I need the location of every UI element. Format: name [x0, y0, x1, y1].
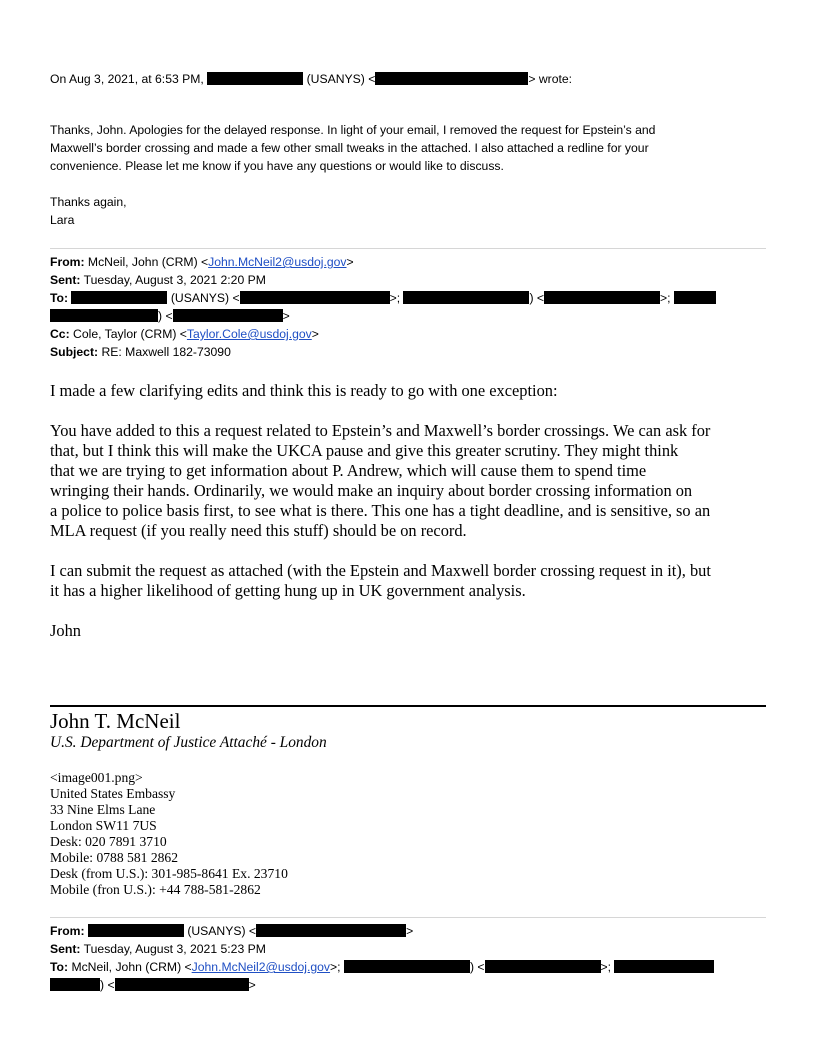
header-to: To: (USANYS) < >; ) < >; [50, 291, 716, 305]
message-paragraph: I made a few clarifying edits and think this is ready to go with one exception: [50, 381, 558, 400]
header-from: From: (USANYS) < > [50, 924, 414, 938]
divider [50, 917, 766, 918]
redaction-bar [256, 924, 406, 937]
message-paragraph: You have added to this a request related to Epstein’s and Maxwell’s border crossings. We can ask for that, but I think this will make the UKCA pause and give this greater scrutiny. They might think that we are trying to get information about P. Andrew, which will cause them to spend time wringing their hands. Ordinarily, we would make an inquiry about border crossing information on a police to police basis first, to see what is there. This one has a tight deadline, and is sensitive, so an MLA request (if you really need this stuff) should be on record. [50, 421, 711, 540]
header-to: To: McNeil, John (CRM) <John.McNeil2@usdoj.gov>; ) < >; [50, 960, 714, 974]
header-to-continued: ) < > [50, 978, 256, 992]
redaction-bar [240, 291, 390, 304]
reply-line: convenience. Please let me know if you have any questions or would like to discuss. [50, 159, 504, 173]
redaction-bar [115, 978, 249, 991]
redaction-bar [207, 72, 303, 85]
redaction-bar [88, 924, 184, 937]
header-sent: Sent: Tuesday, August 3, 2021 5:23 PM [50, 942, 266, 956]
reply-signer-name: Lara [50, 213, 75, 227]
divider [50, 248, 766, 249]
quoted-intro-line [50, 72, 572, 86]
email-link[interactable]: John.McNeil2@usdoj.gov [191, 960, 331, 974]
redaction-bar [344, 960, 470, 973]
header-sent: Sent: Tuesday, August 3, 2021 2:20 PM [50, 273, 266, 287]
redaction-bar [403, 291, 529, 304]
redaction-bar [544, 291, 660, 304]
redaction-bar [173, 309, 283, 322]
redaction-bar [485, 960, 601, 973]
intro-org-text: (USANYS) < [306, 72, 376, 86]
header-from: From: McNeil, John (CRM) <John.McNeil2@usdoj.gov> [50, 255, 354, 269]
header-cc: Cc: Cole, Taylor (CRM) <Taylor.Cole@usdoj.gov> [50, 327, 319, 341]
redaction-bar [50, 978, 100, 991]
redaction-bar [71, 291, 167, 304]
header-subject: Subject: RE: Maxwell 182-73090 [50, 345, 231, 359]
signature-contact-block: <image001.png> United States Embassy 33 Nine Elms Lane London SW11 7US Desk: 020 7891 3710 Mobile: 0788 581 2862 Desk (from U.S.): 301-985-8641 Ex. 23710 Mobile (fron U.S.): +44 788-581-2862 [50, 770, 770, 898]
reply-line: Thanks, John. Apologies for the delayed response. In light of your email, I removed the request for Epstein’s and [50, 123, 656, 137]
header-to-continued: ) < > [50, 309, 290, 323]
email-link[interactable]: John.McNeil2@usdoj.gov [208, 255, 347, 269]
email-link[interactable]: Taylor.Cole@usdoj.gov [186, 327, 312, 341]
redaction-bar [375, 72, 528, 85]
reply-line: Maxwell’s border crossing and made a few other small tweaks in the attached. I also attached a redline for your [50, 141, 649, 155]
reply-closing: Thanks again, [50, 195, 127, 209]
redaction-bar [674, 291, 716, 304]
message-paragraph: I can submit the request as attached (with the Epstein and Maxwell border crossing request in it), but it has a higher likelihood of getting hung up in UK government analysis. [50, 561, 711, 600]
signature-rule [50, 705, 766, 707]
intro-suffix-text: > wrote: [528, 72, 573, 86]
signature-title: U.S. Department of Justice Attaché - London [50, 734, 327, 751]
redaction-bar [50, 309, 158, 322]
signature-name: John T. McNeil [50, 709, 181, 733]
image-placeholder: <image001.png> [50, 770, 143, 785]
message-signoff: John [50, 621, 81, 640]
redaction-bar [614, 960, 714, 973]
intro-date-text: On Aug 3, 2021, at 6:53 PM, [50, 72, 204, 86]
